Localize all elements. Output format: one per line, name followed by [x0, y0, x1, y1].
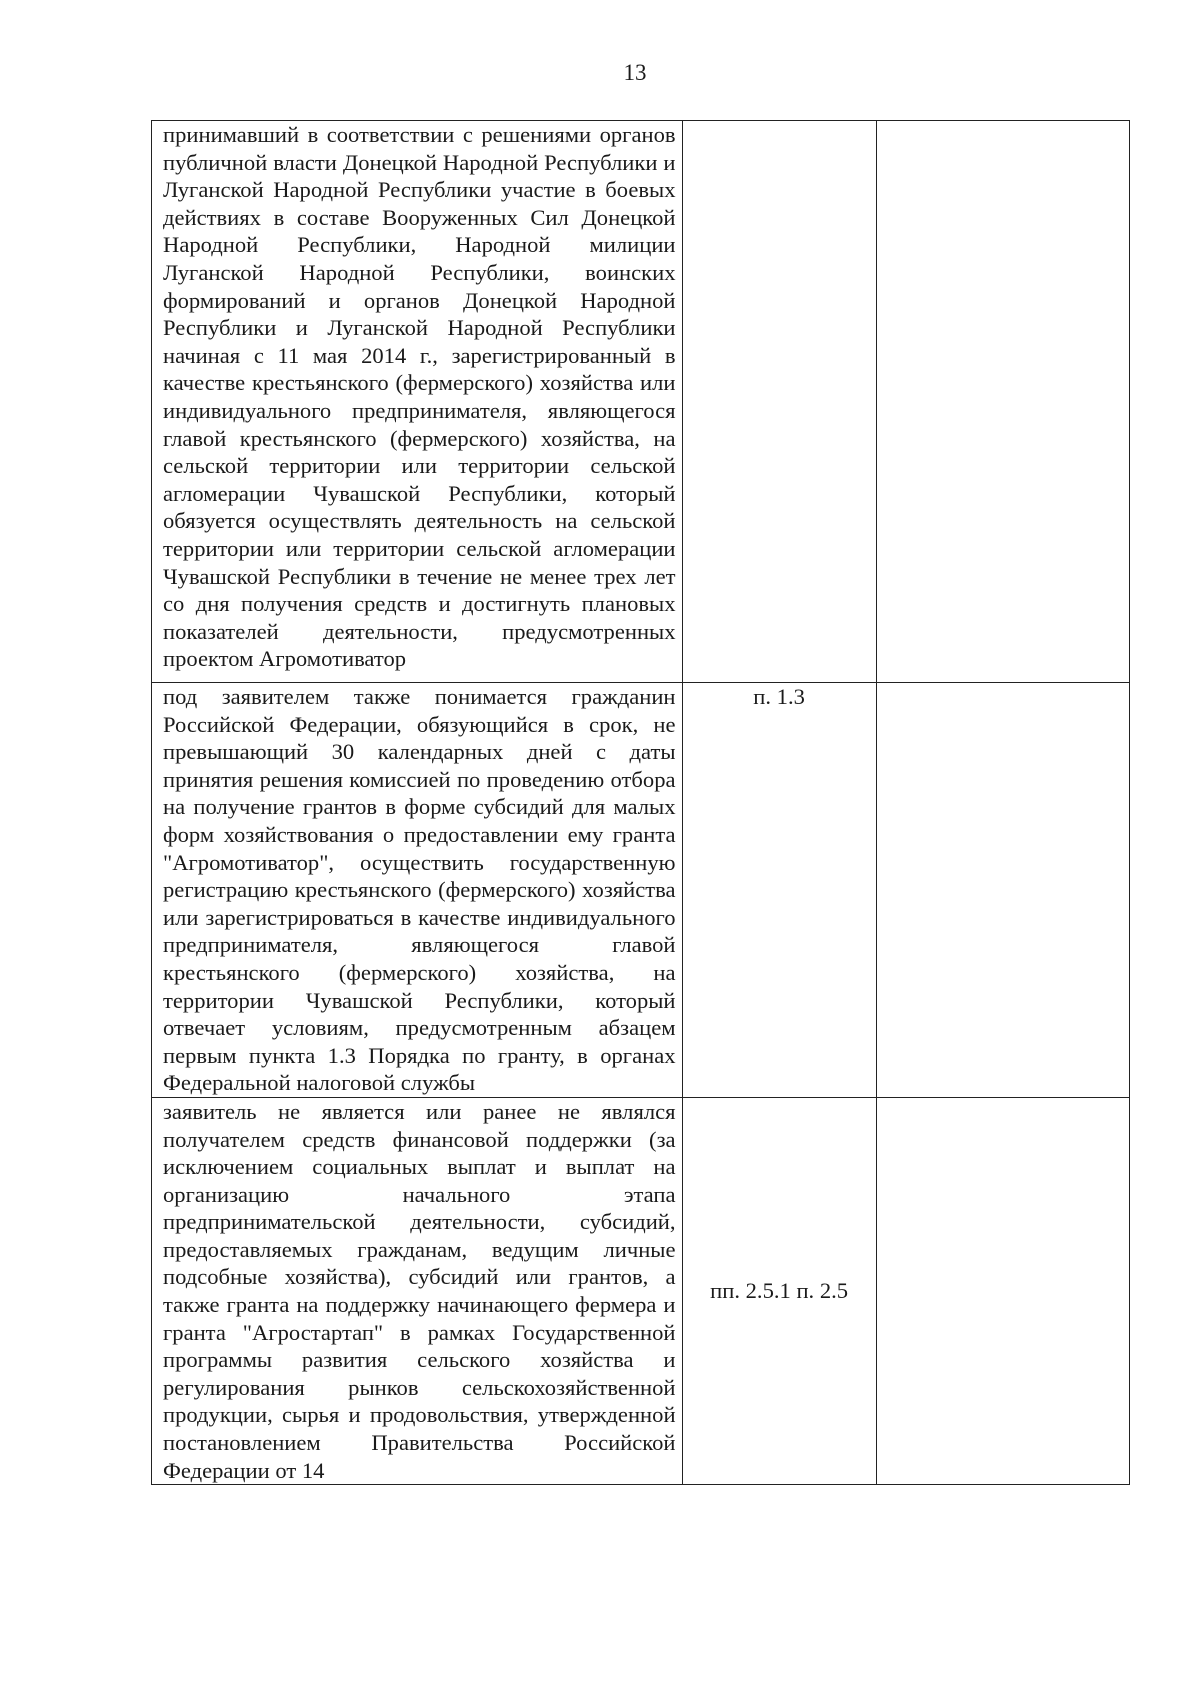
note-cell: [876, 1097, 1129, 1484]
note-cell: [876, 683, 1129, 1098]
reference-cell: п. 1.3: [682, 683, 876, 1098]
reference-cell: пп. 2.5.1 п. 2.5: [682, 1097, 876, 1484]
requirement-text: заявитель не является или ранее не являлся получателем средств финансовой поддержки (за исключением социальных выплат и выплат на организацию начального этапа предпринимательской деятельности, субсидий, предоставляемых гражданам, ведущим личные подсобные хозяйства), субсидий или грантов, а также гранта на поддержку начинающего фермера и гранта "Агростартап" в рамках Государственной программы развития сельского хозяйства и регулирования рынков сельскохозяйственной продукции, сырья и продовольствия, утвержденной постановлением Правительства Российской Федерации от 14: [163, 1098, 676, 1483]
table-row: [152, 121, 1130, 683]
requirement-cell: [152, 683, 683, 1098]
reference-cell: [682, 121, 876, 683]
note-cell: [876, 121, 1129, 683]
page-number: 13: [623, 60, 647, 85]
requirement-text: под заявителем также понимается гражданин Российской Федерации, обязующийся в срок, не превышающий 30 календарных дней с даты принятия решения комиссией по проведению отбора на получение грантов в форме субсидий для малых форм хозяйствования о предоставлении ему гранта "Агромотиватор", осуществить государственную регистрацию крестьянского (фермерского) хозяйства или зарегистрироваться в качестве индивидуального предпринимателя, являющегося главой крестьянского (фермерского) хозяйства, на территории Чувашской Республики, который отвечает условиям, предусмотренным абзацем первым пункта 1.3 Порядка по гранту, в органах Федеральной налоговой службы: [163, 684, 676, 1096]
requirement-text: принимавший в соответствии с решениями органов публичной власти Донецкой Народной Республики и Луганской Народной Республики участие в боевых действиях в составе Вооруженных Сил Донецкой Народной Республики, Народной милиции Луганской Народной Республики, воинских формирований и органов Донецкой Народной Республики и Луганской Народной Республики начиная с 11 мая 2014 г., зарегистрированный в качестве крестьянского (фермерского) хозяйства или индивидуального предпринимателя, являющегося главой крестьянского (фермерского) хозяйства, на сельской территории или территории сельской агломерации Чувашской Республики, который обязуется осуществлять деятельность на сельской территории или территории сельской агломерации Чувашской Республики в течение не менее трех лет со дня получения средств и достигнуть плановых показателей деятельности, предусмотренных проектом Агромотиватор: [163, 122, 676, 672]
table-row: [152, 1097, 1130, 1484]
table-row: [152, 683, 1130, 1098]
requirement-cell: [152, 1097, 683, 1484]
requirements-table: [151, 120, 1130, 1485]
requirement-cell: [152, 121, 683, 683]
